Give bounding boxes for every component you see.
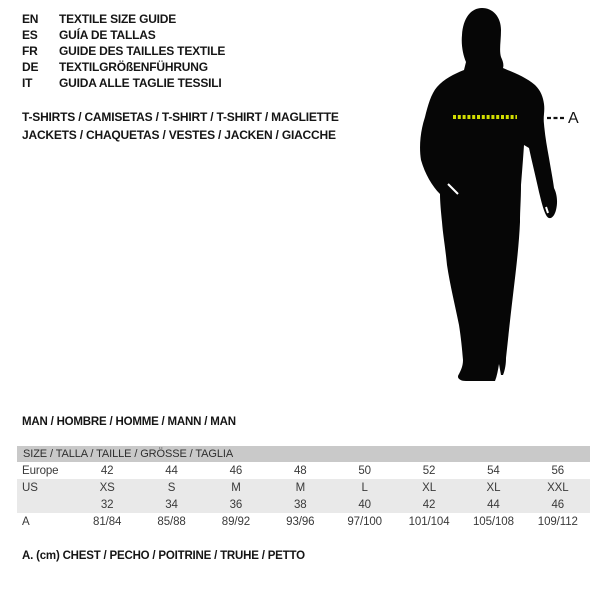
cell: 56: [551, 464, 565, 477]
cell: 81/84: [93, 515, 122, 528]
language-label: TEXTILGRÖßENFÜHRUNG: [59, 60, 208, 74]
cell: 89/92: [221, 515, 251, 528]
size-table: [17, 446, 590, 530]
language-label: GUÍA DE TALLAS: [59, 28, 156, 42]
table-row-numeric: [17, 496, 590, 513]
language-label: GUIDA ALLE TAGLIE TESSILI: [59, 76, 222, 90]
table-row-us: [17, 479, 590, 496]
cell: XL: [486, 481, 501, 494]
language-row-it: [22, 75, 225, 91]
cell: M: [295, 481, 306, 494]
cell: 93/96: [286, 515, 315, 528]
category-line-jackets: JACKETS / CHAQUETAS / VESTES / JACKEN / GIACCHE: [22, 128, 336, 142]
cell: 44: [487, 498, 500, 511]
row-label: Europe: [22, 464, 59, 477]
cell: 44: [165, 464, 178, 477]
language-row-es: [22, 27, 225, 43]
cell: XL: [422, 481, 436, 494]
cell: XXL: [547, 481, 569, 494]
cell: 42: [422, 498, 436, 511]
size-table-header-row: [17, 446, 590, 462]
language-row-de: [22, 59, 225, 75]
language-label: GUIDE DES TAILLES TEXTILE: [59, 44, 226, 58]
table-row-europe: [17, 462, 590, 479]
cell: L: [361, 481, 368, 494]
cell: 50: [358, 464, 371, 477]
size-figure: [400, 0, 600, 430]
language-label: TEXTILE SIZE GUIDE: [59, 12, 177, 26]
cell: 85/88: [157, 515, 186, 528]
cell: 46: [551, 498, 565, 511]
cell: 105/108: [473, 515, 514, 528]
language-row-en: [22, 11, 225, 27]
language-code: IT: [22, 76, 33, 90]
cell: 48: [294, 464, 307, 477]
cell: 97/100: [347, 515, 382, 528]
language-code: ES: [22, 28, 38, 42]
measure-footnote: A. (cm) CHEST / PECHO / POITRINE / TRUHE / PETTO: [22, 550, 305, 562]
cell: S: [167, 481, 176, 494]
cell: 46: [229, 464, 243, 477]
cell: 109/112: [537, 515, 578, 528]
language-code: DE: [22, 60, 39, 74]
measure-label-a: A: [568, 110, 579, 127]
cell: 32: [100, 498, 114, 511]
cell: 101/104: [408, 515, 450, 528]
man-silhouette: [420, 8, 557, 381]
cell: 42: [100, 464, 114, 477]
cell: 34: [165, 498, 178, 511]
table-row-a-chest: [17, 513, 590, 530]
cell: 52: [422, 464, 436, 477]
cell: 36: [229, 498, 243, 511]
section-heading-man: MAN / HOMBRE / HOMME / MANN / MAN: [22, 416, 236, 428]
cell: 38: [294, 498, 307, 511]
row-label: US: [22, 481, 38, 494]
cell: M: [231, 481, 241, 494]
language-code: FR: [22, 44, 38, 58]
language-row-fr: [22, 43, 225, 59]
language-code: EN: [22, 12, 39, 26]
cell: XS: [99, 481, 115, 494]
category-heading: [22, 108, 339, 144]
category-line-tshirts: T-SHIRTS / CAMISETAS / T-SHIRT / T-SHIRT / MAGLIETTE: [22, 110, 339, 124]
row-label: A: [22, 515, 30, 528]
size-table-header: SIZE / TALLA / TAILLE / GRÖSSE / TAGLIA: [17, 446, 590, 462]
cell: 54: [487, 464, 500, 477]
row-label: [17, 496, 75, 513]
man-silhouette-svg: [400, 0, 600, 430]
cell: 40: [358, 498, 371, 511]
language-list: [22, 11, 225, 91]
